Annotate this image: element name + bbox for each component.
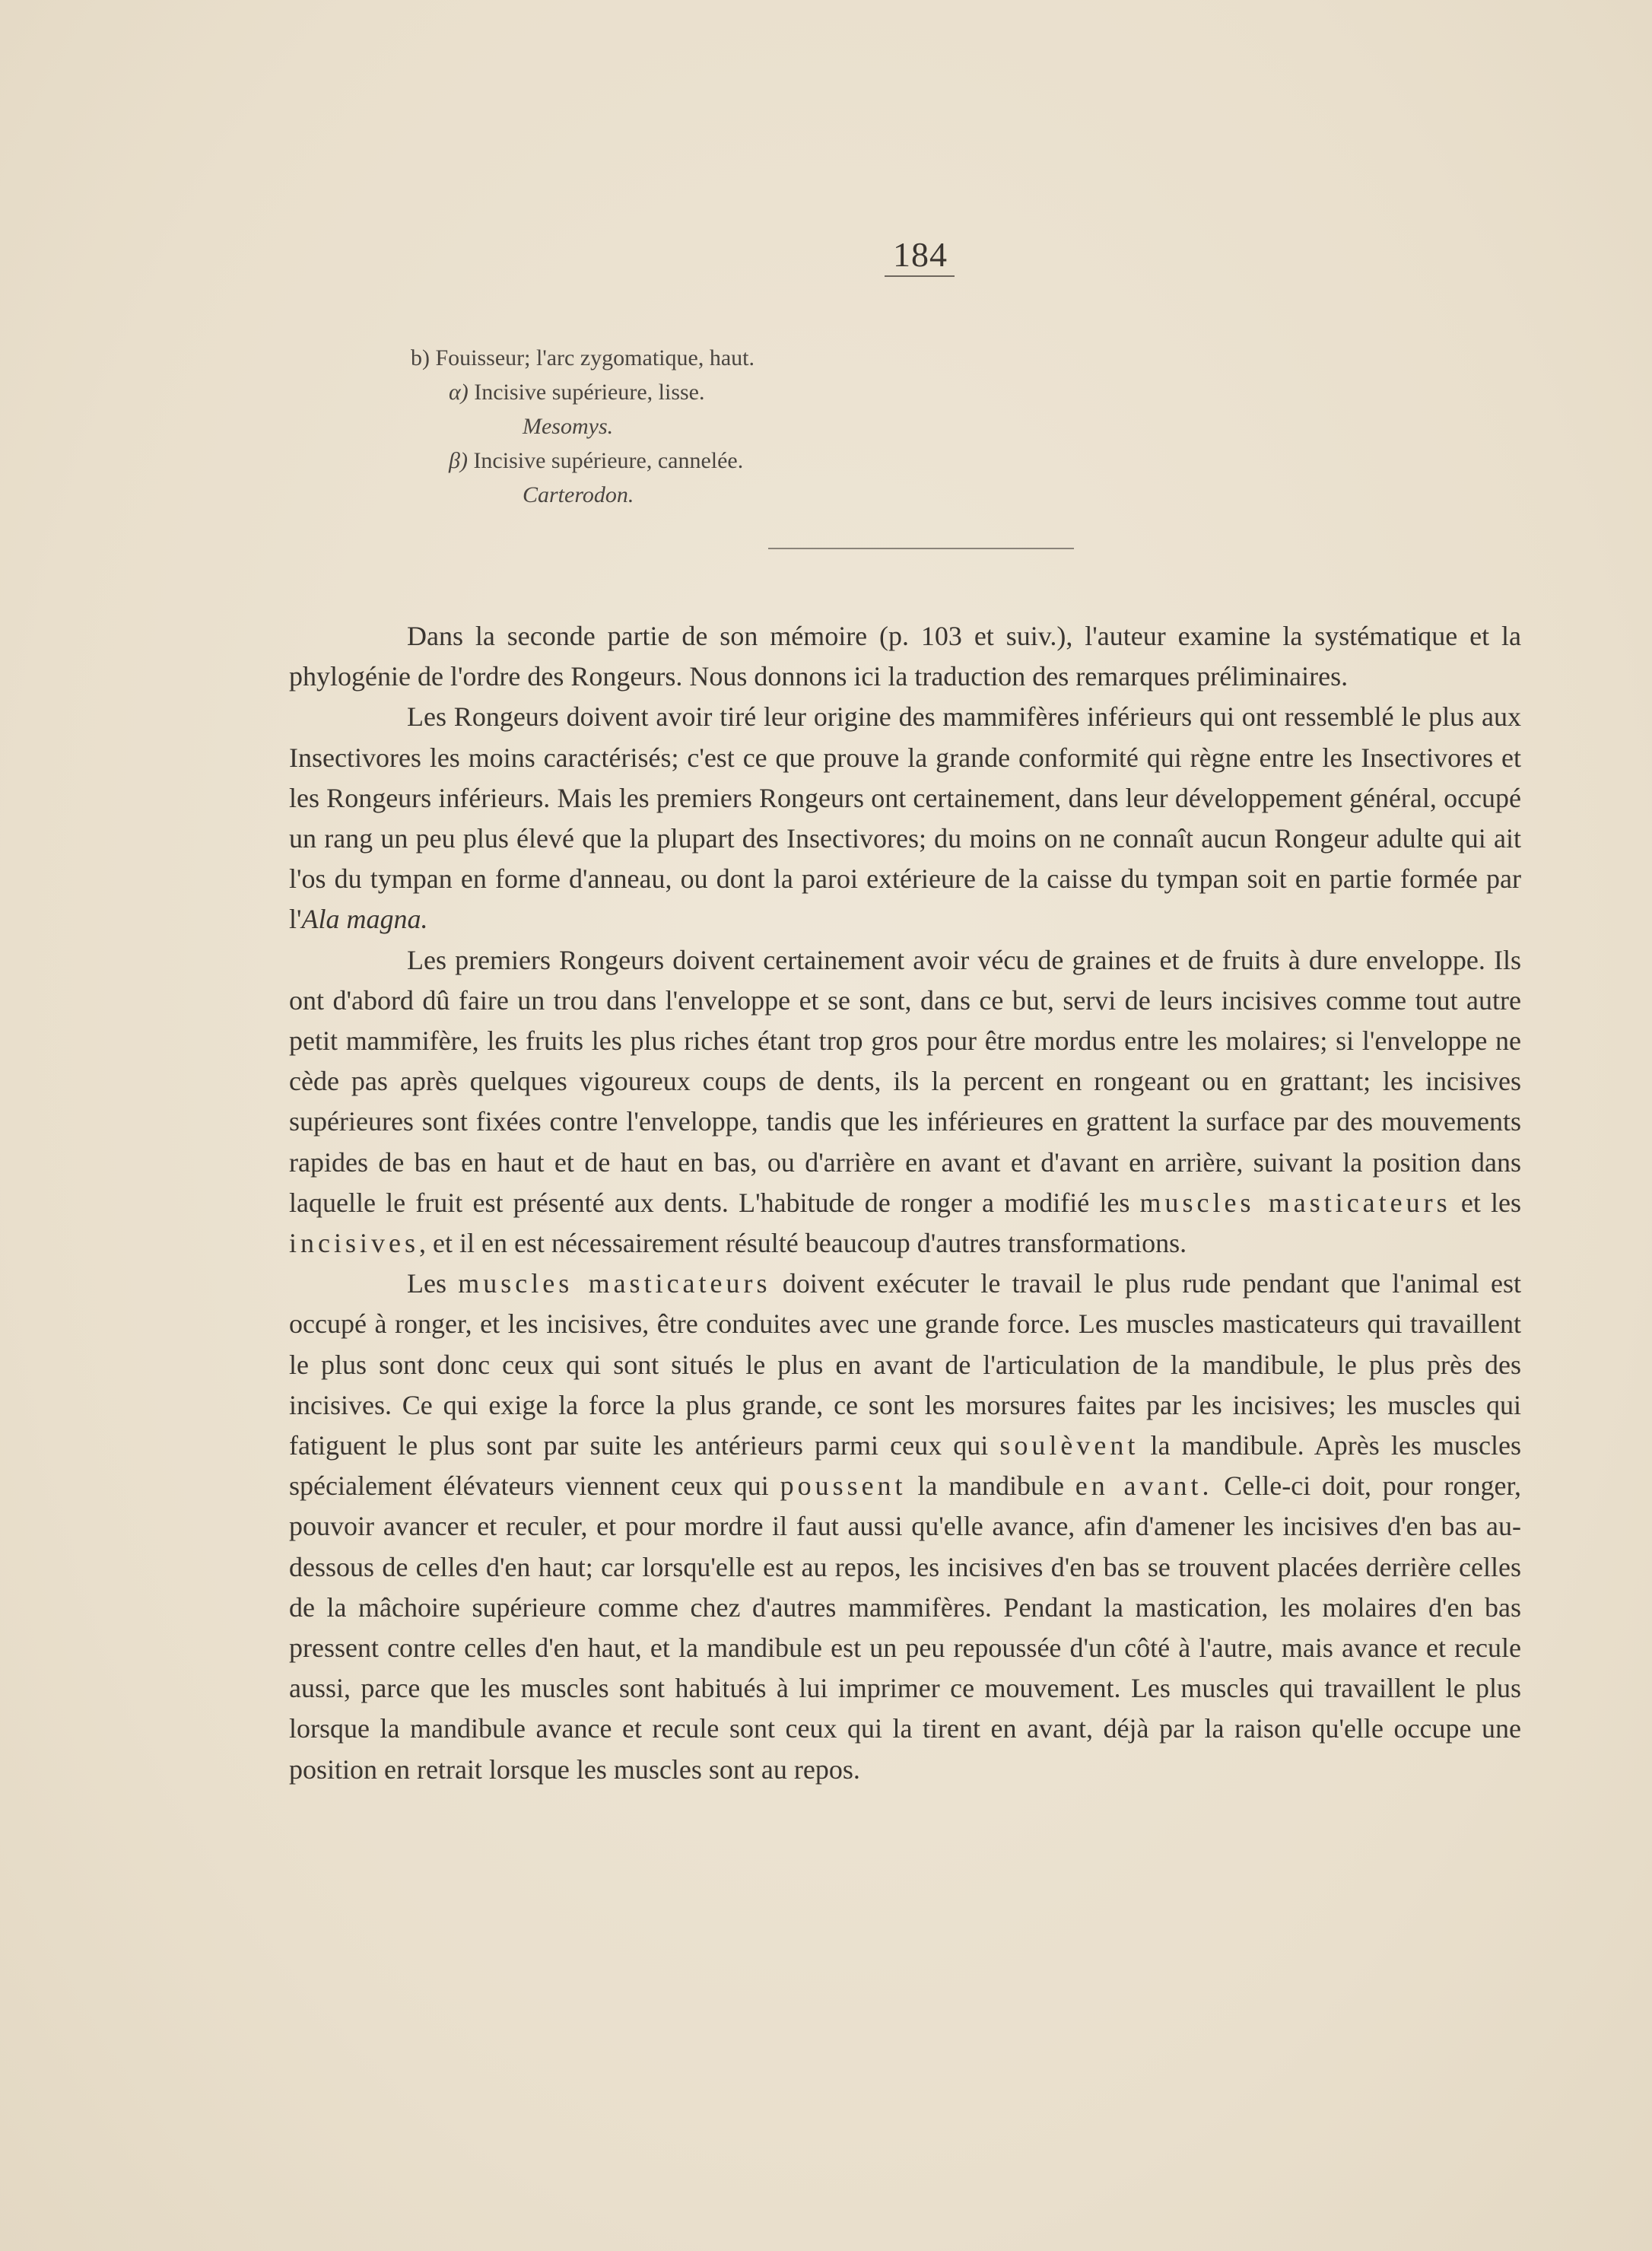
key-line-incisive-cannelee <box>449 444 755 478</box>
paragraph-4 <box>289 1264 1521 1790</box>
paragraph-2 <box>289 697 1521 940</box>
paragraph-4-text-b: doivent exécuter le travail le plus rude pendant que l'animal est occupé à ronger, et les incisives, être conduites avec une grande force. Les muscles masticateurs qui travaillent le plus sont donc ceux qui sont situés le plus en avant de l'articulation de la mandibule, le plus près des incisives. Ce qui exige la force la plus grande, ce sont les morsures faites par les incisives; les muscles qui fatiguent le plus sont par suite les antérieurs parmi ceux qui <box>289 1268 1522 1461</box>
key-line-fouisseur: b) Fouisseur; l'arc zygomatique, haut. <box>411 345 755 370</box>
paragraph-4-text-a: Les <box>407 1268 459 1299</box>
paragraph-4-soulevent: soulèvent <box>999 1430 1139 1461</box>
paragraph-3-text-a: Les premiers Rongeurs doivent certainement avoir vécu de graines et de fruits à dure enveloppe. Ils ont d'abord dû faire un trou dans l'enveloppe et se sont, dans ce but, servi de leurs incisives comme tout autre petit mammifère, les fruits les plus riches étant trop gros pour être mordus entre les molaires; si l'enveloppe ne cède pas après quelques vigoureux coups de dents, ils la percent en rongeant ou en grattant; les incisives supérieures sont fixées contre l'enveloppe, tandis que les inférieures en grattent la surface par des mouvements rapides de bas en haut et de haut en bas, ou d'arrière en avant et d'avant en arrière, suivant la position dans laquelle le fruit est présenté aux dents. L'habitude de ronger a modifié les <box>289 944 1521 1218</box>
key-line-incisive-lisse <box>449 375 755 409</box>
paragraph-3-muscles-masticateurs: muscles masticateurs <box>1139 1187 1451 1218</box>
section-separator <box>768 548 1074 549</box>
paragraph-3 <box>289 940 1521 1264</box>
paragraph-2-text: Les Rongeurs doivent avoir tiré leur origine des mammifères inférieurs qui ont ressemblé le plus aux Insectivores les moins caractérisés; c'est ce que prouve la grande conformité qui règne entre les Insectivores et les Rongeurs inférieurs. Mais les premiers Rongeurs ont certainement, dans leur développement général, occupé un rang un peu plus élevé que la plupart des Insectivores; du moins on ne connaît aucun Rongeur adulte qui ait l'os du tympan en forme d'anneau, ou dont la paroi extérieure de la caisse du tympan soit en partie formée par l' <box>289 701 1521 935</box>
page-number: 184 <box>893 235 948 274</box>
paragraph-2-ala-magna: Ala magna. <box>301 904 428 935</box>
paragraph-3-text-b: et les <box>1450 1187 1521 1218</box>
page-number-underline <box>885 275 955 277</box>
body-text <box>289 616 1521 1790</box>
key-genus-mesomys: Mesomys. <box>523 414 614 439</box>
paragraph-4-text-e: Celle-ci doit, pour ronger, pouvoir avancer et reculer, et pour mordre il faut aussi qu'elle avance, afin d'amener les incisives d'en bas au-dessous de celles d'en haut; car lorsqu'elle est au repos, les incisives d'en bas se trouvent placées derrière celles de la mâchoire supérieure comme chez d'autres mammifères. Pendant la mastication, les molaires d'en bas pressent contre celles d'en haut, et la mandibule est un peu repoussée d'un côté à l'autre, mais avance et recule aussi, parce que les muscles sont habitués à lui imprimer ce mouvement. Les muscles qui travaillent le plus lorsque la mandibule avance et recule sont ceux qui la tirent en avant, déjà par la raison qu'elle occupe une position en retrait lorsque les muscles sont au repos. <box>289 1470 1521 1785</box>
paragraph-3-incisives: incisives <box>289 1228 419 1259</box>
key-marker-beta: β) <box>449 448 468 473</box>
paragraph-4-text-c: la mandibule. Après les muscles spécialement élévateurs viennent ceux qui <box>289 1430 1521 1502</box>
key-marker-alpha: α) <box>449 380 469 405</box>
paragraph-4-muscles-masticateurs: muscles masticateurs <box>458 1268 771 1299</box>
paragraph-4-text-d: la mandibule <box>906 1470 1075 1502</box>
paragraph-3-text-c: , et il en est nécessairement résulté beaucoup d'autres transformations. <box>418 1228 1187 1259</box>
key-text-incisive-lisse: Incisive supérieure, lisse. <box>468 380 705 405</box>
paragraph-1: Dans la seconde partie de son mémoire (p. 103 et suiv.), l'auteur examine la systématique et la phylogénie de l'ordre des Rongeurs. Nous donnons ici la traduction des remarques préliminaires. <box>289 621 1521 692</box>
paragraph-4-poussent: poussent <box>780 1470 907 1502</box>
classification-key <box>411 341 755 512</box>
key-text-incisive-cannelee: Incisive supérieure, cannelée. <box>467 448 744 473</box>
key-genus-carterodon: Carterodon. <box>523 482 634 507</box>
paragraph-4-en-avant: en avant. <box>1075 1470 1213 1502</box>
